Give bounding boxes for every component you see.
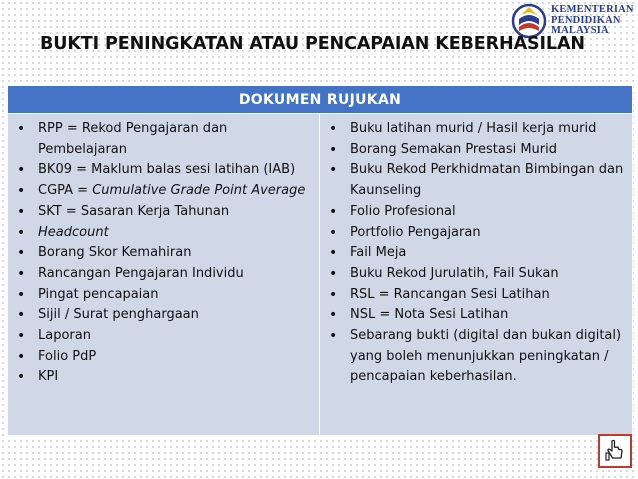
logo-text <box>551 5 634 37</box>
list-item <box>16 243 315 264</box>
item-text-italic: Headcount <box>38 224 109 240</box>
list-item: • Borang Semakan Prestasi Murid <box>328 140 628 161</box>
left-list <box>16 119 315 388</box>
item-text: Folio PdP <box>38 348 97 364</box>
item-text-italic: Cumulative Grade Point Average <box>92 183 306 199</box>
table-header: DOKUMEN RUJUKAN <box>8 86 633 114</box>
list-item: • Folio Profesional <box>328 202 628 223</box>
item-text: Laporan <box>38 328 91 344</box>
logo-line-1: KEMENTERIAN <box>551 4 634 16</box>
list-item <box>16 326 315 347</box>
list-item <box>16 202 315 223</box>
hand-pointer-icon <box>603 439 627 463</box>
item-text: CGPA = <box>38 183 93 199</box>
list-item <box>16 347 315 368</box>
item-text: Rancangan Pengajaran Individu <box>38 265 244 281</box>
reference-table <box>7 85 633 436</box>
list-item: • Sebarang bukti (digital dan bukan digital) yang boleh menunjukkan peningkatan / pencapaian keberhasilan. <box>328 326 628 388</box>
logo-line-2: PENDIDIKAN <box>551 14 621 26</box>
list-item: • NSL = Nota Sesi Latihan <box>328 305 628 326</box>
list-item <box>16 160 315 181</box>
list-item <box>16 367 315 388</box>
list-item: • Buku Rekod Jurulatih, Fail Sukan <box>328 264 628 285</box>
list-item: • Portfolio Pengajaran <box>328 223 628 244</box>
logo-line-3: MALAYSIA <box>551 25 609 37</box>
list-item <box>16 119 315 160</box>
right-list <box>328 119 628 388</box>
list-item <box>16 285 315 306</box>
item-text: SKT = Sasaran Kerja Tahunan <box>38 203 230 219</box>
item-text: Pingat pencapaian <box>38 286 159 302</box>
item-text: BK09 = Maklum balas sesi latihan (IAB) <box>38 162 296 178</box>
slide-title: BUKTI PENINGKATAN ATAU PENCAPAIAN KEBERHASILAN <box>40 34 585 54</box>
item-text: Borang Skor Kemahiran <box>38 245 192 261</box>
list-item <box>16 223 315 244</box>
left-column <box>8 114 320 436</box>
list-item <box>16 305 315 326</box>
list-item: • Buku latihan murid / Hasil kerja murid <box>328 119 628 140</box>
item-text: KPI <box>38 369 59 385</box>
list-item: • Buku Rekod Perkhidmatan Bimbingan dan Kaunseling <box>328 160 628 201</box>
list-item <box>16 264 315 285</box>
list-item <box>16 181 315 202</box>
list-item: • RSL = Rancangan Sesi Latihan <box>328 285 628 306</box>
list-item: • Fail Meja <box>328 243 628 264</box>
right-column <box>320 114 633 436</box>
hand-pointer-button[interactable] <box>598 434 632 468</box>
item-text: Sijil / Surat penghargaan <box>38 307 199 323</box>
item-text: RPP = Rekod Pengajaran dan Pembelajaran <box>38 121 228 157</box>
